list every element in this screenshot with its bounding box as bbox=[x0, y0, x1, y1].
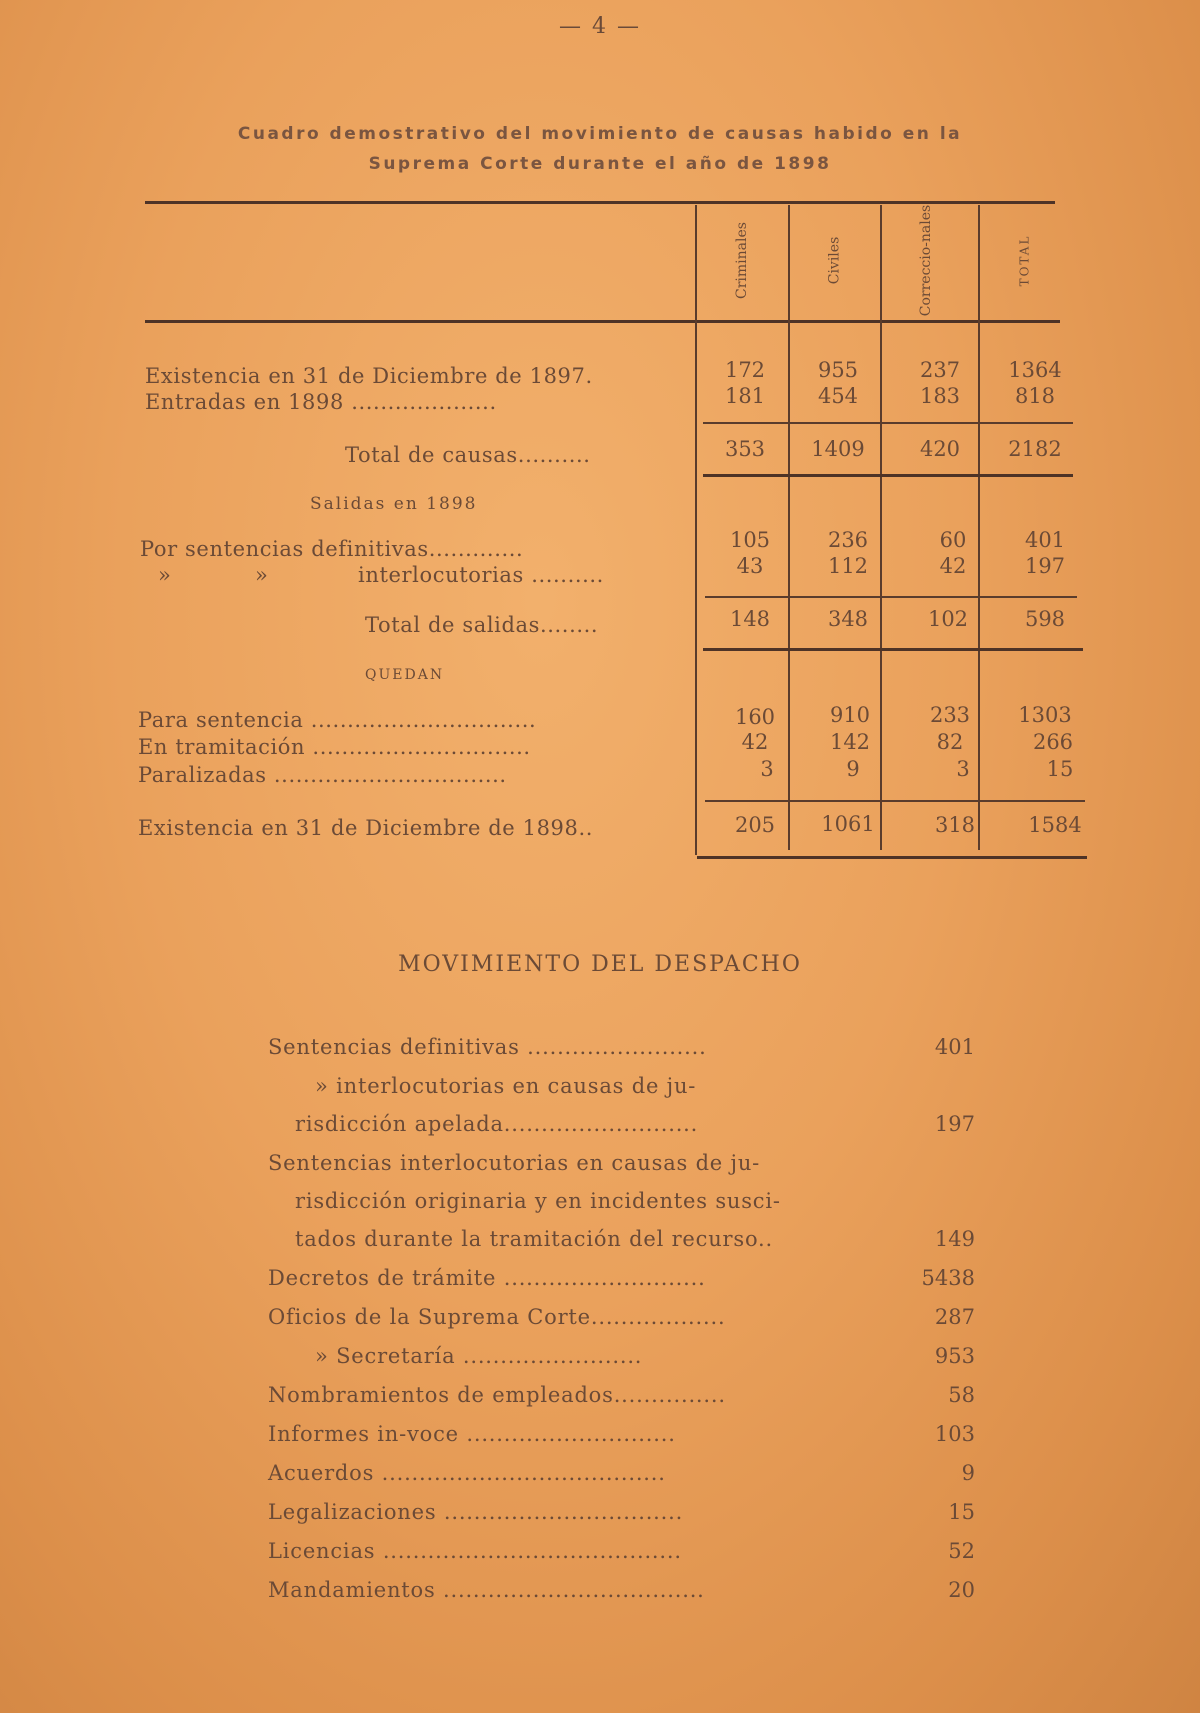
row-label-tramitacion: En tramitación .............................. bbox=[138, 735, 531, 759]
cell-paralizadas-criminales: 3 bbox=[760, 757, 774, 781]
page-number: — 4 — bbox=[559, 14, 641, 39]
cell-existencia-1897-correccionales: 237 bbox=[919, 358, 961, 382]
cell-definitivas-criminales: 105 bbox=[729, 528, 771, 552]
despacho-item-value: 149 bbox=[934, 1227, 975, 1251]
despacho-item-value: 401 bbox=[934, 1035, 975, 1059]
column-header-total: TOTAL bbox=[1017, 234, 1032, 286]
column-header-criminales: Criminales bbox=[733, 221, 750, 299]
despacho-heading: MOVIMIENTO DEL DESPACHO bbox=[398, 952, 802, 977]
cell-interlocutorias-correccionales: 42 bbox=[939, 554, 967, 578]
despacho-item-text: risdicción apelada.......................... bbox=[295, 1112, 699, 1136]
despacho-item-text: Informes in-voce ............................ bbox=[268, 1422, 676, 1446]
despacho-item-value: 9 bbox=[961, 1461, 975, 1485]
despacho-item-text: Acuerdos ...................................... bbox=[268, 1461, 666, 1485]
column-header-correccionales: Correccio-nales bbox=[918, 204, 935, 316]
cell-existencia-1898-criminales: 205 bbox=[734, 813, 776, 837]
row-label-total-salidas: Total de salidas........ bbox=[365, 613, 599, 637]
cell-definitivas-total: 401 bbox=[1024, 528, 1066, 552]
row-label-existencia-1897: Existencia en 31 de Diciembre de 1897. bbox=[145, 364, 593, 388]
cell-total-causas-civiles: 1409 bbox=[811, 437, 865, 461]
despacho-item-value: 20 bbox=[948, 1578, 975, 1602]
despacho-item-text: Decretos de trámite ........................... bbox=[268, 1266, 706, 1290]
despacho-item-text: tados durante la tramitación del recurso.. bbox=[295, 1227, 773, 1251]
despacho-item-text: Mandamientos ................................... bbox=[268, 1578, 705, 1602]
row-label-entradas: Entradas en 1898 .................... bbox=[145, 390, 497, 414]
cell-interlocutorias-total: 197 bbox=[1024, 554, 1066, 578]
cell-interlocutorias-civiles: 112 bbox=[827, 554, 869, 578]
cell-tramitacion-criminales: 42 bbox=[741, 730, 769, 754]
table-bottom-rule bbox=[697, 856, 1087, 859]
despacho-item-text: Sentencias interlocutorias en causas de ju- bbox=[268, 1151, 761, 1175]
cell-paralizadas-civiles: 9 bbox=[846, 757, 860, 781]
despacho-item-text: Sentencias definitivas ........................ bbox=[268, 1035, 707, 1059]
section-label-quedan: QUEDAN bbox=[365, 667, 445, 683]
cell-total-salidas-total: 598 bbox=[1024, 607, 1066, 631]
cell-total-salidas-correccionales: 102 bbox=[927, 607, 969, 631]
cell-definitivas-correccionales: 60 bbox=[939, 528, 967, 552]
row-label-interlocutorias: interlocutorias .......... bbox=[358, 563, 604, 587]
cell-tramitacion-total: 266 bbox=[1032, 730, 1074, 754]
despacho-item-text: Licencias ........................................ bbox=[268, 1539, 682, 1563]
despacho-item-value: 103 bbox=[934, 1422, 975, 1446]
column-header-civiles: Civiles bbox=[826, 236, 843, 284]
cell-total-causas-total: 2182 bbox=[1008, 437, 1062, 461]
row-label-total-causas: Total de causas.......... bbox=[345, 443, 591, 467]
despacho-item-text: Nombramientos de empleados............... bbox=[268, 1383, 726, 1407]
row-label-paralizadas: Paralizadas ................................ bbox=[138, 763, 507, 787]
despacho-item-text: » Secretaría ........................ bbox=[315, 1344, 643, 1368]
cell-existencia-1898-total: 1584 bbox=[1028, 813, 1082, 837]
cell-entradas-total: 818 bbox=[1014, 384, 1056, 408]
section-rule-causas bbox=[703, 474, 1073, 477]
cell-total-causas-correccionales: 420 bbox=[919, 437, 961, 461]
cell-total-causas-criminales: 353 bbox=[724, 437, 766, 461]
despacho-item-value: 15 bbox=[948, 1500, 975, 1524]
cell-existencia-1898-correccionales: 318 bbox=[934, 813, 976, 837]
cell-entradas-criminales: 181 bbox=[724, 384, 766, 408]
row-label-para-sentencia: Para sentencia ............................... bbox=[138, 708, 537, 732]
cell-total-salidas-civiles: 348 bbox=[827, 607, 869, 631]
despacho-item-value: 5438 bbox=[921, 1266, 975, 1290]
cell-existencia-1897-total: 1364 bbox=[1008, 358, 1062, 382]
cell-paralizadas-total: 15 bbox=[1046, 757, 1074, 781]
despacho-item-value: 953 bbox=[934, 1344, 975, 1368]
cell-paralizadas-correccionales: 3 bbox=[956, 757, 970, 781]
despacho-item-value: 52 bbox=[948, 1539, 975, 1563]
cell-entradas-civiles: 454 bbox=[817, 384, 859, 408]
row-label-definitivas: Por sentencias definitivas............. bbox=[140, 537, 524, 561]
cell-tramitacion-civiles: 142 bbox=[829, 730, 871, 754]
despacho-item-text: » interlocutorias en causas de ju- bbox=[315, 1074, 697, 1098]
subtotal-rule-quedan bbox=[705, 800, 1085, 802]
section-label-salidas: Salidas en 1898 bbox=[310, 494, 478, 514]
table-caption-line-2: Suprema Corte durante el año de 1898 bbox=[368, 154, 832, 174]
cell-entradas-correccionales: 183 bbox=[919, 384, 961, 408]
table-top-rule bbox=[145, 201, 1055, 204]
despacho-item-value: 58 bbox=[948, 1383, 975, 1407]
subtotal-rule-causas bbox=[703, 422, 1073, 424]
ditto-mark-a: » bbox=[158, 563, 172, 587]
table-caption-line-1: Cuadro demostrativo del movimiento de causas habido en la bbox=[237, 124, 963, 144]
cell-para-sentencia-correccionales: 233 bbox=[929, 703, 971, 727]
row-label-existencia-1898: Existencia en 31 de Diciembre de 1898.. bbox=[138, 816, 593, 840]
cell-total-salidas-criminales: 148 bbox=[729, 607, 771, 631]
section-rule-salidas bbox=[703, 648, 1083, 651]
cell-para-sentencia-criminales: 160 bbox=[734, 705, 776, 729]
ditto-mark-b: » bbox=[255, 563, 269, 587]
despacho-item-value: 197 bbox=[934, 1112, 975, 1136]
cell-existencia-1897-civiles: 955 bbox=[817, 358, 859, 382]
despacho-item-text: Legalizaciones ................................ bbox=[268, 1500, 684, 1524]
cell-para-sentencia-civiles: 910 bbox=[829, 703, 871, 727]
despacho-item-text: Oficios de la Suprema Corte.................. bbox=[268, 1305, 726, 1329]
cell-definitivas-civiles: 236 bbox=[827, 528, 869, 552]
cell-existencia-1897-criminales: 172 bbox=[724, 358, 766, 382]
subtotal-rule-salidas bbox=[705, 596, 1077, 598]
cell-para-sentencia-total: 1303 bbox=[1018, 703, 1072, 727]
cell-tramitacion-correccionales: 82 bbox=[936, 730, 964, 754]
despacho-item-value: 287 bbox=[934, 1305, 975, 1329]
despacho-item-text: risdicción originaria y en incidentes susci- bbox=[295, 1189, 781, 1213]
header-bottom-rule bbox=[145, 320, 1060, 323]
cell-existencia-1898-civiles: 1061 bbox=[821, 812, 875, 836]
cell-interlocutorias-criminales: 43 bbox=[736, 554, 764, 578]
